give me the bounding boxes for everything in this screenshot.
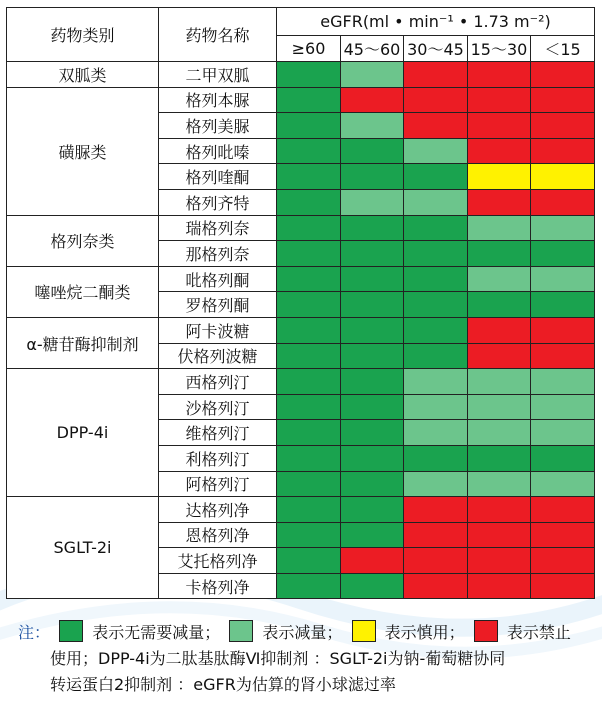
drug-name-cell: 恩格列净 [159, 522, 277, 548]
dosage-level-cell [531, 138, 595, 164]
dosage-level-cell [277, 548, 341, 574]
dosage-level-cell [468, 215, 531, 241]
table-row [7, 497, 595, 523]
dosage-level-cell [277, 292, 341, 318]
drug-name-cell: 利格列汀 [159, 445, 277, 471]
dosage-level-cell [404, 113, 468, 139]
dosage-level-cell [468, 87, 531, 113]
dosage-level-cell [341, 445, 404, 471]
drug-name-cell: 艾托格列净 [159, 548, 277, 574]
dosage-level-cell [404, 189, 468, 215]
category-cell: 双胍类 [7, 62, 159, 88]
drug-name-cell: 罗格列酮 [159, 292, 277, 318]
dosage-level-cell [531, 369, 595, 395]
drug-name-cell: 沙格列汀 [159, 394, 277, 420]
dosage-level-cell [277, 497, 341, 523]
dosage-level-cell [404, 164, 468, 190]
dosage-level-cell [468, 548, 531, 574]
dosage-level-cell [531, 113, 595, 139]
dosage-level-cell [404, 87, 468, 113]
dosage-level-cell [341, 343, 404, 369]
dosage-level-cell [468, 420, 531, 446]
dosage-level-cell [341, 215, 404, 241]
category-cell: α-糖苷酶抑制剂 [7, 317, 159, 368]
dosage-level-cell [468, 522, 531, 548]
note-line-3: 转运蛋白2抑制剂 ：eGFR为估算的肾小球滤过率 [50, 675, 396, 694]
legend-note [18, 620, 596, 698]
dosage-level-cell [531, 471, 595, 497]
dosage-level-cell [468, 343, 531, 369]
table-row [7, 369, 595, 395]
category-cell: 磺脲类 [7, 87, 159, 215]
drug-name-cell: 格列吡嗪 [159, 138, 277, 164]
header-category: 药物类别 [7, 8, 159, 62]
note-prefix: 注： [18, 623, 51, 642]
header-range: ≥60 [277, 36, 341, 62]
dosage-level-cell [341, 317, 404, 343]
category-cell: 格列奈类 [7, 215, 159, 266]
dosage-level-cell [468, 471, 531, 497]
note-line-1 [18, 620, 596, 646]
dosage-level-cell [468, 189, 531, 215]
dosage-level-cell [404, 394, 468, 420]
dosage-level-cell [277, 87, 341, 113]
drug-name-cell: 格列本脲 [159, 87, 277, 113]
dosage-level-cell [468, 266, 531, 292]
dosage-level-cell [531, 343, 595, 369]
category-cell: SGLT-2i [7, 497, 159, 599]
dosage-level-cell [531, 189, 595, 215]
dosage-level-cell [468, 113, 531, 139]
dosage-level-cell [531, 292, 595, 318]
dosage-level-cell [531, 87, 595, 113]
dosage-level-cell [277, 420, 341, 446]
drug-name-cell: 格列喹酮 [159, 164, 277, 190]
dosage-level-cell [531, 241, 595, 267]
dosage-level-cell [277, 138, 341, 164]
dosage-level-cell [341, 548, 404, 574]
dosage-level-cell [341, 420, 404, 446]
dosage-level-cell [531, 497, 595, 523]
dosage-level-cell [531, 266, 595, 292]
dosage-level-cell [404, 497, 468, 523]
table-row [7, 266, 595, 292]
dosage-level-cell [404, 369, 468, 395]
dosage-level-cell [468, 62, 531, 88]
table-row [7, 317, 595, 343]
dosage-level-cell [404, 420, 468, 446]
dosage-level-cell [277, 573, 341, 599]
dosage-level-cell [341, 497, 404, 523]
dosage-level-cell [531, 164, 595, 190]
dosage-level-cell [531, 62, 595, 88]
dosage-level-cell [341, 113, 404, 139]
dosage-level-cell [531, 420, 595, 446]
dosage-level-cell [404, 573, 468, 599]
dosage-level-cell [341, 266, 404, 292]
dosage-level-cell [404, 138, 468, 164]
legend-swatch-no-reduction [59, 620, 83, 642]
dosage-level-cell [531, 317, 595, 343]
drug-name-cell: 格列美脲 [159, 113, 277, 139]
dosage-level-cell [277, 189, 341, 215]
drug-name-cell: 西格列汀 [159, 369, 277, 395]
dosage-level-cell [468, 369, 531, 395]
dosage-level-cell [404, 522, 468, 548]
legend-swatch-contraindicated [474, 620, 498, 642]
dosage-level-cell [468, 445, 531, 471]
table-body [7, 62, 595, 599]
drug-name-cell: 伏格列波糖 [159, 343, 277, 369]
dosage-level-cell [341, 522, 404, 548]
legend-label-contraindicated: 表示禁止 [506, 623, 571, 642]
dosage-level-cell [531, 573, 595, 599]
dosage-level-cell [277, 522, 341, 548]
drug-name-cell: 达格列净 [159, 497, 277, 523]
drug-name-cell: 瑞格列奈 [159, 215, 277, 241]
header-egfr-title: eGFR(ml • min⁻¹ • 1.73 m⁻²) [277, 8, 595, 36]
legend-label-no-reduction: 表示无需要减量； [92, 623, 221, 642]
dosage-level-cell [277, 62, 341, 88]
header-range: 15～30 [468, 36, 531, 62]
table-row [7, 215, 595, 241]
dosage-level-cell [277, 241, 341, 267]
note-line-2: 使用；DPP-4i为二肽基肽酶Ⅵ抑制剂 ：SGLT-2i为钠-葡萄糖协同 [50, 649, 506, 668]
dosage-level-cell [277, 445, 341, 471]
dosage-level-cell [277, 164, 341, 190]
drug-name-cell: 阿卡波糖 [159, 317, 277, 343]
drug-name-cell: 维格列汀 [159, 420, 277, 446]
dosage-level-cell [277, 471, 341, 497]
dosage-level-cell [341, 241, 404, 267]
header-drug-name: 药物名称 [159, 8, 277, 62]
dosage-level-cell [531, 215, 595, 241]
dosage-level-cell [404, 292, 468, 318]
dosage-level-cell [468, 317, 531, 343]
dosage-level-cell [277, 369, 341, 395]
dosage-level-cell [468, 394, 531, 420]
dosage-level-cell [341, 394, 404, 420]
dosage-level-cell [531, 548, 595, 574]
dosage-level-cell [404, 266, 468, 292]
dosage-level-cell [468, 138, 531, 164]
dosage-level-cell [404, 445, 468, 471]
dosage-level-cell [277, 343, 341, 369]
dosage-level-cell [341, 292, 404, 318]
dosage-level-cell [404, 471, 468, 497]
drug-name-cell: 二甲双胍 [159, 62, 277, 88]
dosage-level-cell [468, 497, 531, 523]
dosage-level-cell [341, 164, 404, 190]
drug-dosage-table-container [6, 7, 594, 599]
dosage-level-cell [531, 445, 595, 471]
dosage-level-cell [341, 138, 404, 164]
dosage-level-cell [404, 548, 468, 574]
drug-name-cell: 那格列奈 [159, 241, 277, 267]
dosage-level-cell [277, 394, 341, 420]
drug-name-cell: 卡格列净 [159, 573, 277, 599]
category-cell: 噻唑烷二酮类 [7, 266, 159, 317]
dosage-level-cell [468, 241, 531, 267]
legend-label-caution: 表示慎用； [384, 623, 465, 642]
legend-swatch-caution [352, 620, 376, 642]
dosage-level-cell [404, 241, 468, 267]
dosage-level-cell [531, 394, 595, 420]
header-range: ＜15 [531, 36, 595, 62]
legend-swatch-reduce [229, 620, 253, 642]
dosage-level-cell [341, 62, 404, 88]
dosage-level-cell [277, 215, 341, 241]
table-row [7, 62, 595, 88]
dosage-level-cell [404, 343, 468, 369]
dosage-level-cell [341, 87, 404, 113]
table-row [7, 87, 595, 113]
dosage-level-cell [404, 317, 468, 343]
dosage-level-cell [468, 573, 531, 599]
drug-name-cell: 格列齐特 [159, 189, 277, 215]
dosage-level-cell [468, 292, 531, 318]
drug-dosage-table [6, 7, 595, 599]
dosage-level-cell [468, 164, 531, 190]
header-range: 30～45 [404, 36, 468, 62]
dosage-level-cell [277, 266, 341, 292]
legend-label-reduce: 表示减量； [262, 623, 343, 642]
drug-name-cell: 阿格列汀 [159, 471, 277, 497]
dosage-level-cell [341, 573, 404, 599]
dosage-level-cell [277, 113, 341, 139]
dosage-level-cell [404, 62, 468, 88]
dosage-level-cell [341, 189, 404, 215]
dosage-level-cell [341, 471, 404, 497]
category-cell: DPP-4i [7, 369, 159, 497]
dosage-level-cell [531, 522, 595, 548]
dosage-level-cell [277, 317, 341, 343]
header-range: 45～60 [341, 36, 404, 62]
dosage-level-cell [341, 369, 404, 395]
drug-name-cell: 吡格列酮 [159, 266, 277, 292]
dosage-level-cell [404, 215, 468, 241]
